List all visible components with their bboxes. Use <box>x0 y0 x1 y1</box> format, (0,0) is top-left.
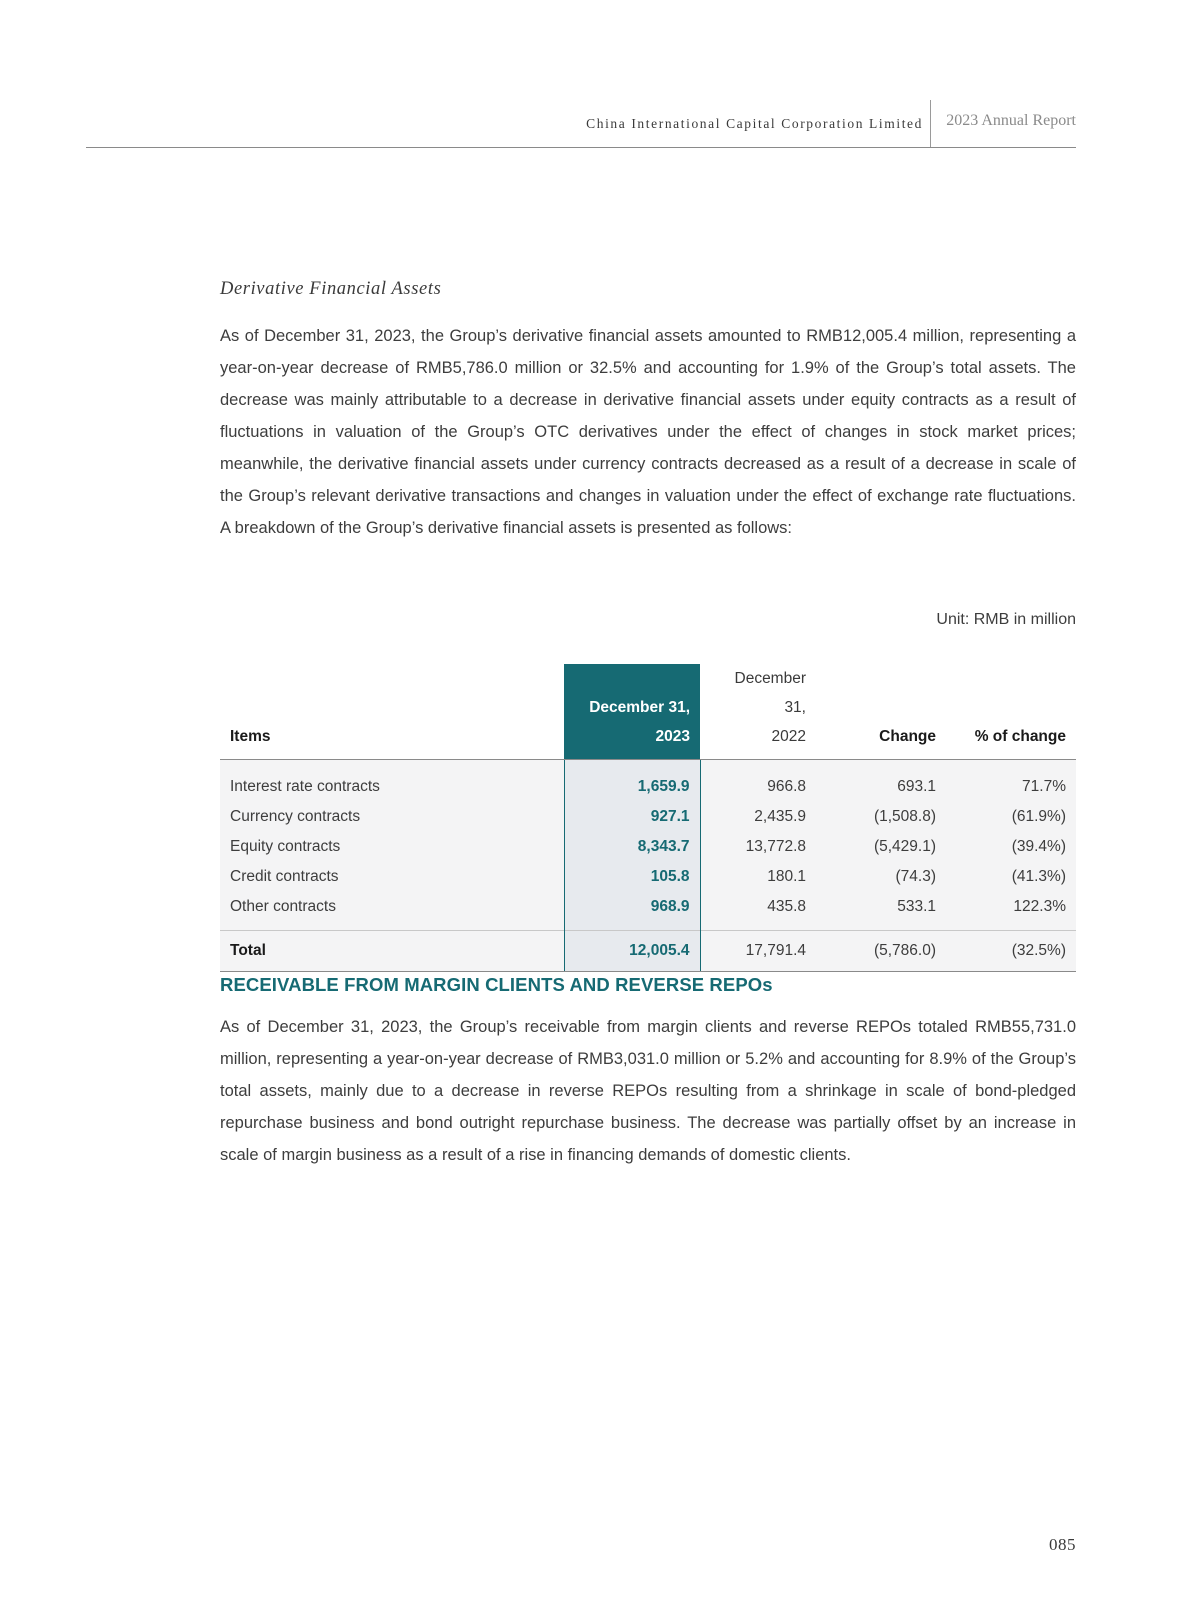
header-2022 <box>700 664 816 760</box>
row-value-2022: 13,772.8 <box>700 832 816 862</box>
header-2023-line1: December 31, <box>589 699 690 716</box>
row-item: Other contracts <box>220 892 564 931</box>
table-header-row <box>220 664 1076 760</box>
header-change: Change <box>816 664 946 760</box>
report-title: 2023 Annual Report <box>946 112 1076 129</box>
table-total-row <box>220 931 1076 972</box>
row-item: Interest rate contracts <box>220 760 564 803</box>
header-items: Items <box>220 664 564 760</box>
table-unit: Unit: RMB in million <box>936 611 1076 628</box>
row-item: Currency contracts <box>220 802 564 832</box>
row-value-2022: 180.1 <box>700 862 816 892</box>
derivative-table-container <box>220 664 1076 972</box>
row-value-2023: 1,659.9 <box>564 760 700 803</box>
total-pct: (32.5%) <box>946 931 1076 972</box>
header-2023-line2: 2023 <box>655 728 690 745</box>
row-change: 533.1 <box>816 892 946 931</box>
row-value-2023: 968.9 <box>564 892 700 931</box>
table-row <box>220 862 1076 892</box>
row-pct: (61.9%) <box>946 802 1076 832</box>
derivative-paragraph: As of December 31, 2023, the Group’s derivative financial assets amounted to RMB12,005.4 million, representing a year-on-year decrease of RMB5,786.0 million or 32.5% and accounting for 1.9% of the Group’s total assets. The decrease was mainly attributable to a decrease in derivative financial assets under equity contracts as a result of fluctuations in valuation of the Group’s OTC derivatives under the effect of changes in stock market prices; meanwhile, the derivative financial assets under currency contracts decreased as a result of a decrease in scale of the Group’s relevant derivative transactions and changes in valuation under the effect of exchange rate fluctuations. A breakdown of the Group’s derivative financial assets is presented as follows: <box>220 327 1076 537</box>
table-row <box>220 760 1076 803</box>
row-change: 693.1 <box>816 760 946 803</box>
row-change: (74.3) <box>816 862 946 892</box>
margin-paragraph: As of December 31, 2023, the Group’s receivable from margin clients and reverse REPOs totaled RMB55,731.0 million, representing a year-on-year decrease of RMB3,031.0 million or 5.2% and accounting for 8.9% of the Group’s total assets, mainly due to a decrease in reverse REPOs resulting from a shrinkage in scale of bond-pledged repurchase business and bond outright repurchase business. The decrease was partially offset by an increase in scale of margin business as a result of a rise in financing demands of domestic clients. <box>220 1018 1076 1164</box>
header-2022-line1: December 31, <box>734 670 806 716</box>
row-value-2022: 2,435.9 <box>700 802 816 832</box>
company-name: China International Capital Corporation Limited <box>586 116 923 131</box>
total-value-2023: 12,005.4 <box>564 931 700 972</box>
header-pct: % of change <box>946 664 1076 760</box>
total-change: (5,786.0) <box>816 931 946 972</box>
section-title-derivative: Derivative Financial Assets <box>220 279 442 299</box>
table-row <box>220 892 1076 931</box>
row-value-2023: 927.1 <box>564 802 700 832</box>
header-2023 <box>564 664 700 760</box>
row-value-2022: 966.8 <box>700 760 816 803</box>
row-value-2022: 435.8 <box>700 892 816 931</box>
row-pct: (39.4%) <box>946 832 1076 862</box>
table-row <box>220 832 1076 862</box>
row-item: Equity contracts <box>220 832 564 862</box>
header-divider <box>930 100 931 147</box>
row-change: (1,508.8) <box>816 802 946 832</box>
row-item: Credit contracts <box>220 862 564 892</box>
row-value-2023: 8,343.7 <box>564 832 700 862</box>
derivative-table <box>220 664 1076 972</box>
page-header <box>86 100 1076 148</box>
row-pct: 122.3% <box>946 892 1076 931</box>
row-value-2023: 105.8 <box>564 862 700 892</box>
header-2022-line2: 2022 <box>771 728 806 745</box>
section-title-margin: RECEIVABLE FROM MARGIN CLIENTS AND REVERSE REPOs <box>220 974 773 995</box>
page-number: 085 <box>1049 1535 1076 1554</box>
table-row <box>220 802 1076 832</box>
row-change: (5,429.1) <box>816 832 946 862</box>
row-pct: 71.7% <box>946 760 1076 803</box>
total-value-2022: 17,791.4 <box>700 931 816 972</box>
row-pct: (41.3%) <box>946 862 1076 892</box>
total-item: Total <box>220 931 564 972</box>
